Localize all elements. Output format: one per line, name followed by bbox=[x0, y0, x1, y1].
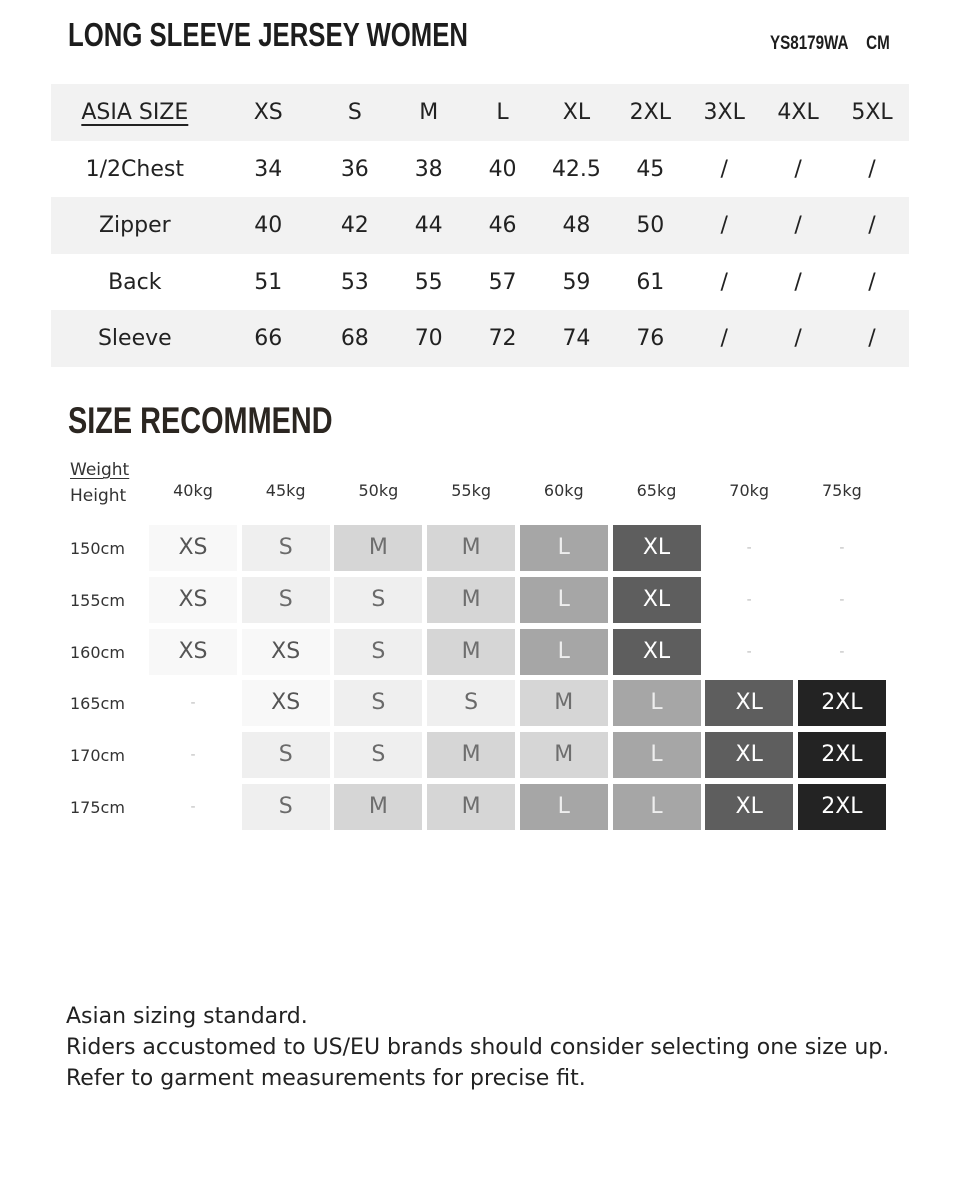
unit-label: CM bbox=[866, 33, 890, 54]
empty-size-cell: - bbox=[746, 591, 752, 608]
size-header-label bbox=[51, 84, 219, 141]
measurement-value: 57 bbox=[488, 269, 517, 295]
size-cell: XS bbox=[149, 629, 237, 675]
height-row-label: 155cm bbox=[70, 590, 125, 610]
size-cell: 2XL bbox=[798, 732, 886, 778]
grid-corner-label bbox=[70, 460, 129, 506]
size-cell: L bbox=[613, 732, 701, 778]
empty-size-cell: - bbox=[190, 799, 196, 815]
measurement-value: 68 bbox=[340, 326, 369, 351]
empty-size-cell: - bbox=[746, 643, 752, 660]
size-cell: XS bbox=[242, 629, 330, 675]
measurement-row bbox=[51, 254, 909, 310]
measurement-value: 70 bbox=[414, 326, 443, 351]
weight-header-cell: 55kg bbox=[451, 481, 491, 500]
size-cell: S bbox=[242, 525, 330, 571]
height-row-label: 170cm bbox=[70, 746, 125, 766]
product-code: YS8179WA bbox=[770, 33, 849, 54]
weight-header-cell: 70kg bbox=[729, 481, 770, 500]
page-title: LONG SLEEVE JERSEY WOMEN bbox=[68, 16, 469, 53]
measurement-value: / bbox=[868, 213, 876, 238]
measurement-value: / bbox=[720, 326, 728, 351]
weight-header-cell: 50kg bbox=[358, 481, 399, 500]
measurement-value: 66 bbox=[254, 326, 283, 351]
size-cell: XS bbox=[242, 680, 330, 726]
size-cell: M bbox=[427, 784, 515, 830]
size-header-cell: M bbox=[419, 100, 439, 125]
weight-header-cell: 75kg bbox=[822, 481, 862, 500]
measurement-row bbox=[51, 197, 909, 254]
size-header-cell: 5XL bbox=[851, 100, 893, 125]
size-cell: S bbox=[242, 577, 330, 623]
size-cell: L bbox=[520, 629, 608, 675]
measurement-value: 48 bbox=[562, 213, 591, 238]
size-cell: S bbox=[427, 680, 515, 726]
measurement-value: / bbox=[720, 213, 728, 238]
size-cell: M bbox=[334, 784, 422, 830]
measurement-value: 44 bbox=[414, 213, 443, 238]
size-cell: M bbox=[520, 732, 608, 778]
product-code-unit bbox=[770, 33, 890, 55]
size-cell: M bbox=[427, 629, 515, 675]
measurement-value: 36 bbox=[340, 156, 369, 182]
measurement-value: 40 bbox=[488, 156, 517, 182]
measurement-value: / bbox=[794, 213, 802, 238]
size-cell: XL bbox=[613, 577, 701, 623]
empty-size-cell: - bbox=[839, 643, 845, 660]
measurement-value: 42.5 bbox=[551, 156, 601, 182]
empty-size-cell: - bbox=[839, 591, 845, 608]
size-cell: M bbox=[334, 525, 422, 571]
measurement-row bbox=[51, 141, 909, 197]
size-cell: L bbox=[520, 525, 608, 571]
measurement-value: 51 bbox=[254, 269, 283, 295]
empty-size-cell: - bbox=[746, 540, 752, 556]
measurement-value: / bbox=[720, 269, 728, 295]
measurement-value: / bbox=[794, 326, 802, 351]
measurement-value: 46 bbox=[488, 213, 517, 238]
size-cell: XS bbox=[149, 525, 237, 571]
measurement-value: / bbox=[868, 156, 876, 182]
measurement-value: 59 bbox=[562, 269, 591, 295]
size-cell: M bbox=[427, 732, 515, 778]
measurement-value: 76 bbox=[636, 326, 665, 351]
size-header-cell: XL bbox=[562, 100, 591, 125]
size-header-row bbox=[51, 84, 909, 141]
measurement-value: / bbox=[720, 156, 728, 182]
empty-size-cell: - bbox=[839, 540, 845, 556]
size-header-cell: 4XL bbox=[777, 100, 819, 125]
size-recommend-title: SIZE RECOMMEND bbox=[68, 400, 333, 441]
size-cell: S bbox=[242, 784, 330, 830]
weight-header-cell: 65kg bbox=[636, 481, 677, 500]
size-cell: XS bbox=[149, 577, 237, 623]
height-row-label: 165cm bbox=[70, 694, 125, 714]
weight-header-cell: 60kg bbox=[543, 481, 584, 500]
size-cell: L bbox=[520, 577, 608, 623]
size-cell: XL bbox=[705, 732, 793, 778]
size-cell: M bbox=[520, 680, 608, 726]
measurement-row bbox=[51, 310, 909, 367]
height-row-label: 175cm bbox=[70, 798, 125, 817]
measurement-value: 53 bbox=[340, 269, 369, 295]
measurement-value: 55 bbox=[414, 269, 443, 295]
size-cell: S bbox=[334, 629, 422, 675]
size-header-cell: S bbox=[347, 100, 362, 125]
height-label: Height bbox=[70, 486, 127, 506]
measurement-value: 61 bbox=[636, 269, 665, 295]
size-header-cell: L bbox=[496, 100, 509, 125]
size-cell: L bbox=[520, 784, 608, 830]
weight-header-cell: 45kg bbox=[265, 481, 306, 500]
size-header-cell: 2XL bbox=[629, 100, 671, 125]
size-cell: XL bbox=[705, 680, 793, 726]
weight-header-cell: 40kg bbox=[173, 481, 213, 500]
measurement-value: / bbox=[868, 326, 876, 351]
measurement-value: / bbox=[868, 269, 876, 295]
size-cell: L bbox=[613, 680, 701, 726]
note-line: Asian sizing standard. bbox=[66, 1004, 308, 1029]
size-cell: XL bbox=[613, 525, 701, 571]
measurement-value: 72 bbox=[488, 326, 517, 351]
size-cell: XL bbox=[613, 629, 701, 675]
size-cell: S bbox=[242, 732, 330, 778]
measurement-value: 42 bbox=[340, 213, 369, 238]
measurement-value: 74 bbox=[562, 326, 591, 351]
measurement-table bbox=[51, 84, 909, 367]
size-cell: S bbox=[334, 577, 422, 623]
empty-size-cell: - bbox=[190, 695, 196, 712]
measurement-label: Sleeve bbox=[97, 326, 172, 351]
height-row-label: 160cm bbox=[70, 642, 125, 662]
size-cell: 2XL bbox=[798, 680, 886, 726]
weight-label: Weight bbox=[70, 460, 130, 480]
measurement-value: 50 bbox=[636, 213, 665, 238]
measurement-value: 34 bbox=[254, 156, 283, 182]
measurement-value: 38 bbox=[414, 156, 443, 182]
size-cell: L bbox=[613, 784, 701, 830]
size-header-cell: XS bbox=[253, 100, 283, 125]
size-cell: 2XL bbox=[798, 784, 886, 830]
empty-size-cell: - bbox=[190, 747, 196, 764]
size-cell: S bbox=[334, 732, 422, 778]
measurement-value: 45 bbox=[636, 156, 665, 182]
size-cell: S bbox=[334, 680, 422, 726]
size-header-cell: 3XL bbox=[703, 100, 745, 125]
height-row-label: 150cm bbox=[70, 539, 125, 558]
size-cell: M bbox=[427, 525, 515, 571]
measurement-label: 1/2Chest bbox=[85, 156, 184, 182]
measurement-label: Zipper bbox=[98, 213, 171, 238]
note-line: Refer to garment measurements for precise fit. bbox=[66, 1066, 586, 1091]
measurement-value: / bbox=[794, 156, 802, 182]
size-cell: XL bbox=[705, 784, 793, 830]
measurement-value: / bbox=[794, 269, 802, 295]
asia-size-label: ASIA SIZE bbox=[81, 100, 189, 125]
measurement-value: 40 bbox=[254, 213, 283, 238]
size-cell: M bbox=[427, 577, 515, 623]
note-line: Riders accustomed to US/EU brands should consider selecting one size up. bbox=[66, 1035, 890, 1060]
sizing-notes bbox=[66, 1001, 889, 1094]
measurement-label: Back bbox=[108, 269, 162, 295]
